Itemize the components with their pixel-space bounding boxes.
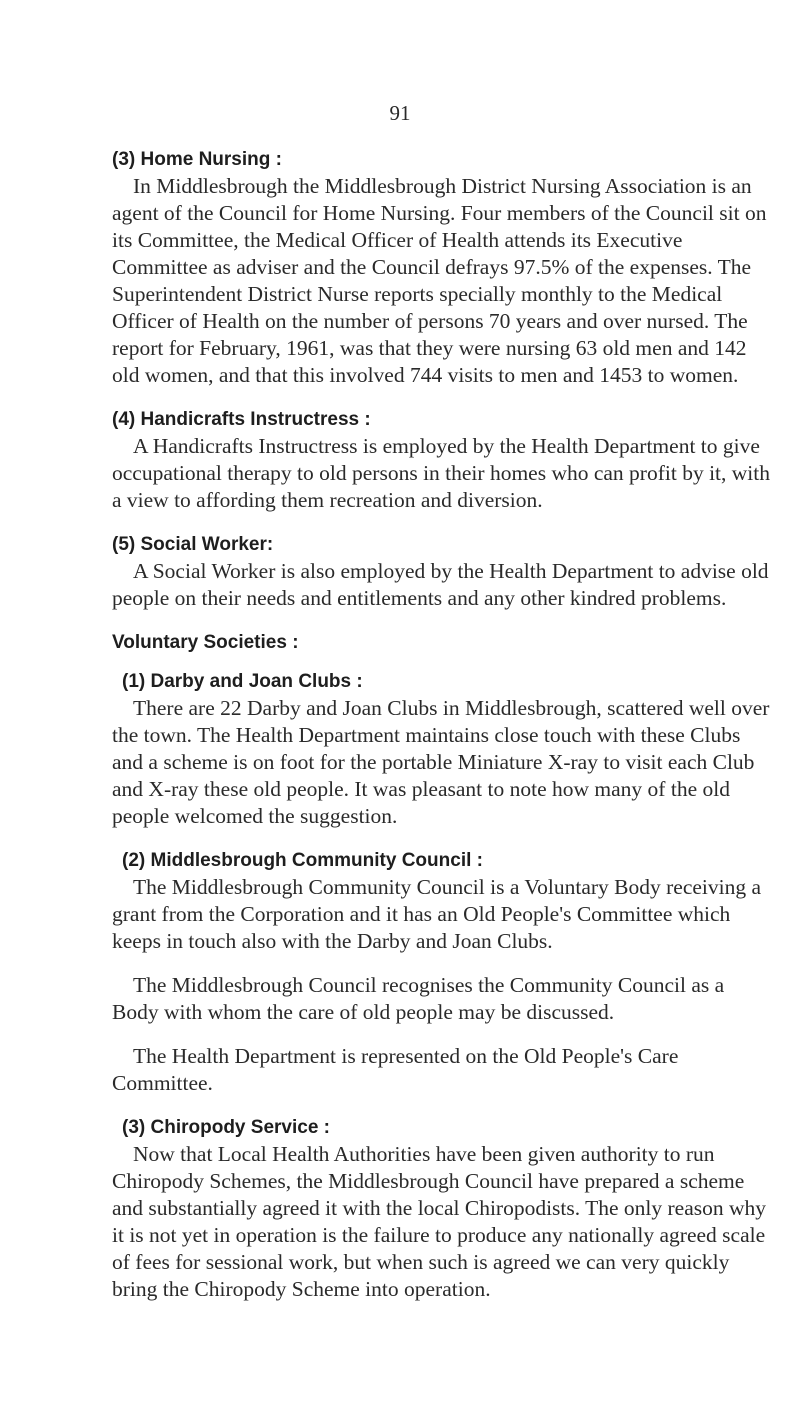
- section-paragraph: A Handicrafts Instructress is employed by the Health Department to give occupational therapy to old persons in their homes who can profit by it, with a view to affording them recreation and diversion.: [112, 434, 770, 512]
- section-paragraph: The Middlesbrough Council recognises the Community Council as a Body with whom the care of old people may be discussed.: [112, 973, 725, 1024]
- section-handicrafts: [112, 406, 772, 514]
- section-darby-joan-clubs: [112, 668, 772, 830]
- document-body: [112, 146, 772, 1320]
- section-heading: (1) Darby and Joan Clubs :: [122, 671, 363, 692]
- section-heading: (4) Handicrafts Instructress :: [112, 409, 371, 430]
- section-heading: (5) Social Worker:: [112, 534, 274, 555]
- section-paragraph: The Health Department is represented on the Old People's Care Committee.: [112, 1044, 679, 1095]
- page-number: 91: [389, 101, 411, 125]
- section-paragraph: In Middlesbrough the Middlesbrough District Nursing Association is an agent of the Council for Home Nursing. Four members of the Council sit on its Committee, the Medical Officer of Health attends its Executive Committee as adviser and the Council defrays 97.5% of the expenses. The Superintendent District Nurse reports specially monthly to the Medical Officer of Health on the number of persons 70 years and over nursed. The report for February, 1961, was that they were nursing 63 old men and 142 old women, and that this involved 744 visits to men and 1453 to women.: [112, 174, 767, 387]
- section-paragraph: A Social Worker is also employed by the Health Department to advise old people on their needs and entitlements and any other kindred problems.: [112, 559, 769, 610]
- section-community-council: [112, 847, 772, 1097]
- section-paragraph: Now that Local Health Authorities have been given authority to run Chiropody Schemes, the Middlesbrough Council have prepared a scheme and substantially agreed it with the local Chiropodists. The only reason why it is not yet in operation is the failure to produce any nationally agreed scale of fees for sessional work, but when such is agreed we can very quickly bring the Chiropody Scheme into operation.: [112, 1142, 767, 1301]
- section-chiropody: [112, 1114, 772, 1303]
- section-paragraph: There are 22 Darby and Joan Clubs in Middlesbrough, scattered well over the town. The Health Department maintains close touch with these Clubs and a scheme is on foot for the portable Miniature X-ray to visit each Club and X-ray these old people. It was pleasant to note how many of the old people welcomed the suggestion.: [112, 696, 770, 828]
- voluntary-societies-heading: Voluntary Societies :: [112, 632, 299, 653]
- section-heading: (3) Chiropody Service :: [122, 1117, 330, 1138]
- section-heading: (3) Home Nursing :: [112, 149, 282, 170]
- section-home-nursing: [112, 146, 772, 389]
- section-social-worker: [112, 531, 772, 612]
- section-heading: (2) Middlesbrough Community Council :: [122, 850, 483, 871]
- section-paragraph: The Middlesbrough Community Council is a Voluntary Body receiving a grant from the Corporation and it has an Old People's Committee which keeps in touch also with the Darby and Joan Clubs.: [112, 875, 762, 953]
